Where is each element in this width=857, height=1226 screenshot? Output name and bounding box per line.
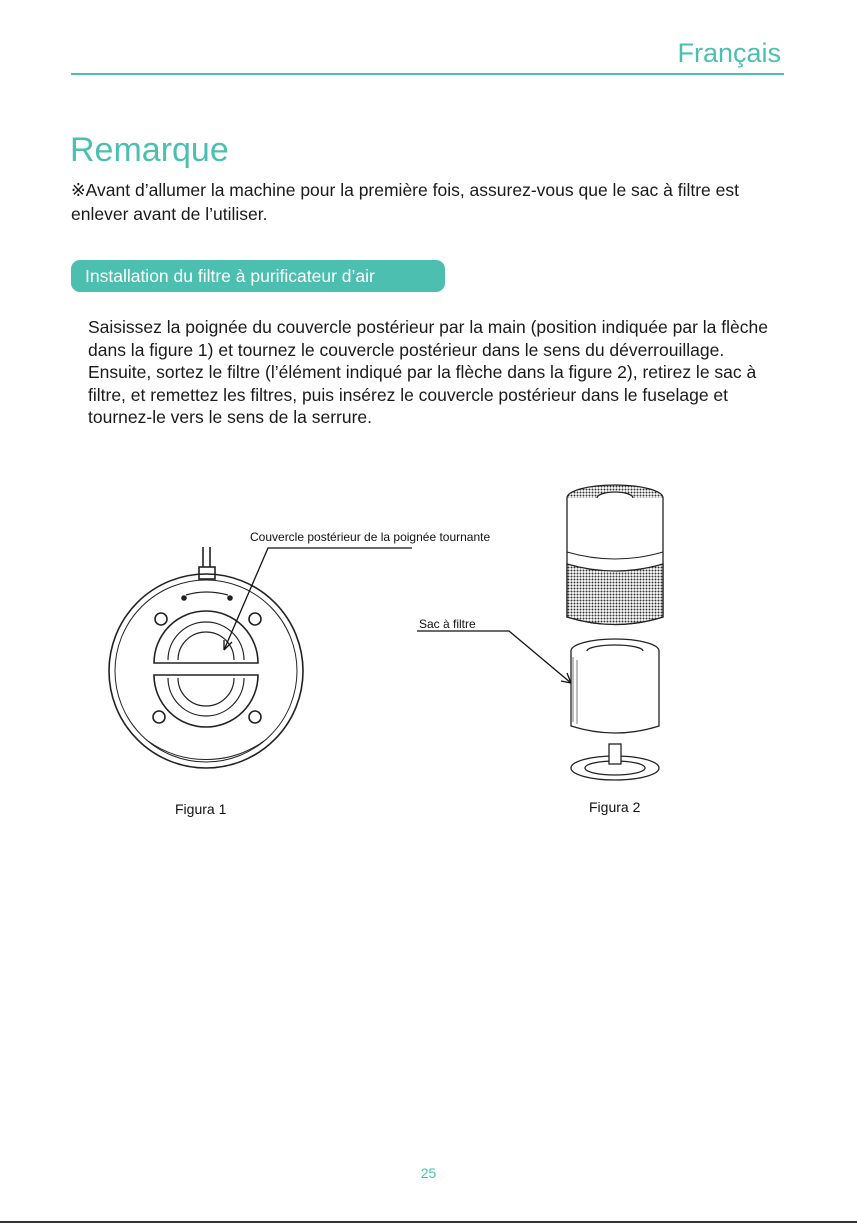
footer-divider	[0, 1221, 857, 1223]
page-title: Remarque	[70, 131, 229, 169]
figure-1-leader-line	[210, 545, 420, 665]
language-label: Français	[677, 38, 781, 68]
reference-mark-icon: ※	[71, 180, 86, 200]
figure-2-caption: Figura 2	[589, 799, 641, 815]
figure-1-caption: Figura 1	[175, 801, 227, 817]
section-banner: Installation du filtre à purificateur d’air	[71, 260, 445, 292]
install-instructions: Saisissez la poignée du couvercle postérieur par la main (position indiquée par la flèche dans la figure 1) et tournez le couvercle postérieur dans le sens du déverrouillage. Ensuite, sortez le filtre (l’élément indiqué par la flèche dans la figure 2), retirez le sac à filtre, et remettez les filtres, puis insérez le couvercle postérieur dans le fuselage et tournez-le vers le sens de la serrure.	[88, 317, 768, 427]
callout-cover-label: Couvercle postérieur de la poignée tournante	[250, 530, 491, 544]
figure-2-leader-line	[415, 625, 580, 695]
page-number: 25	[420, 1165, 437, 1181]
note-text: Avant d’allumer la machine pour la première fois, assurez-vous que le sac à filtre est enlever avant de l’utiliser.	[71, 180, 739, 224]
callout-bag-label: Sac à filtre	[419, 617, 476, 631]
note-paragraph	[71, 178, 791, 226]
header-divider	[71, 73, 784, 75]
